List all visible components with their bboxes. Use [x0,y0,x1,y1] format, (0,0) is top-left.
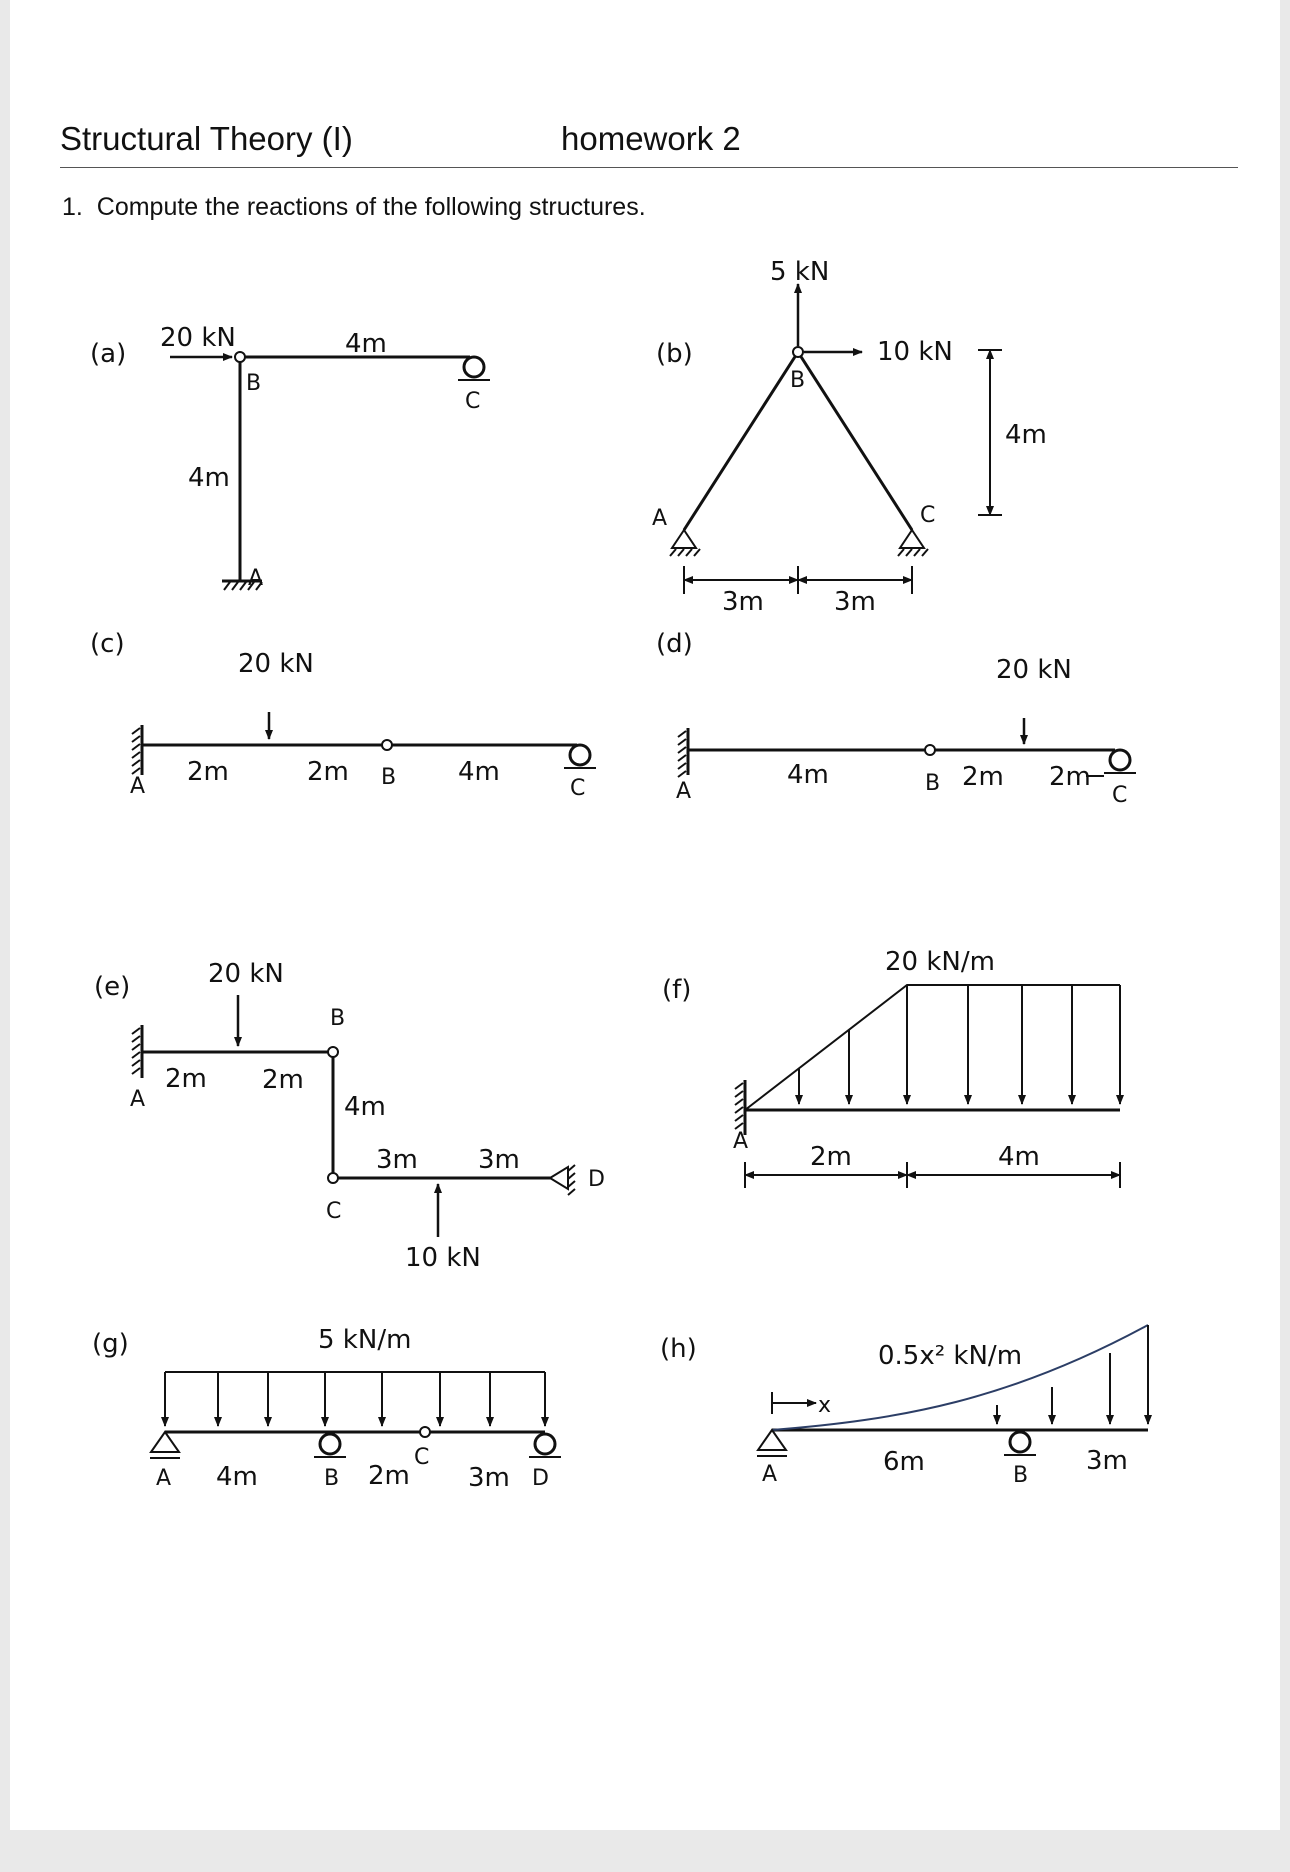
question-text: Compute the reactions of the following structures. [96,193,646,221]
span3-c: 4m [458,757,500,787]
node-a-f: A [733,1129,749,1154]
node-b-h: B [1013,1463,1029,1488]
problem-a [90,323,490,591]
label-g: (g) [92,1329,129,1359]
span1-g: 4m [216,1462,258,1492]
node-d-g: D [532,1466,549,1491]
span-v-e: 4m [344,1092,386,1122]
load-c: 20 kN [238,649,314,679]
node-c-g: C [414,1445,430,1470]
span-h-a: 4m [345,329,387,359]
node-a-g: A [156,1466,172,1491]
label-c: (c) [90,629,125,659]
node-d-e: D [588,1167,605,1192]
pin-a-g [151,1432,179,1452]
node-a-b: A [652,506,668,531]
load2-e: 10 kN [405,1243,481,1273]
problem-e [94,959,605,1273]
label-d: (d) [656,629,693,659]
label-f: (f) [662,975,692,1005]
member-bc [798,352,912,530]
span4-e: 3m [478,1145,520,1175]
load-envelope-f [745,985,1120,1110]
span2-h: 3m [1086,1446,1128,1476]
x-axis-label-h: x [818,1393,832,1418]
pin-a-h [758,1430,786,1450]
hatch-d-e [568,1165,575,1195]
member-ab [684,352,798,530]
problem-f [662,947,1120,1188]
label-b: (b) [656,339,693,369]
load1-e: 20 kN [208,959,284,989]
question-number: 1. [62,193,83,221]
load-h-b: 10 kN [877,337,953,367]
span2-e: 2m [262,1065,304,1095]
span2-b: 3m [834,587,876,617]
span-v-a: 4m [188,463,230,493]
label-h: (h) [660,1334,697,1364]
problem-g [92,1325,561,1493]
roller-c-d [1110,750,1130,770]
span1-d: 4m [787,760,829,790]
pin-c-b [900,530,924,548]
node-a-c: A [130,774,146,799]
node-a-a: A [248,566,264,591]
problem-b [652,257,1047,617]
node-c-b: C [920,503,936,528]
homework-title: homework 2 [561,120,741,157]
label-e: (e) [94,972,131,1002]
load-a: 20 kN [160,323,236,353]
pin-d-e [550,1167,568,1189]
node-b-e: B [330,1006,346,1031]
height-b: 4m [1005,420,1047,450]
hinge-c-e [328,1173,338,1183]
span2-f: 4m [998,1142,1040,1172]
hinge-b [235,352,245,362]
span2-g: 2m [368,1461,410,1491]
node-c-a: C [465,389,481,414]
span2-d: 2m [962,762,1004,792]
label-a: (a) [90,339,127,369]
hinge-b-b [793,347,803,357]
span1-b: 3m [722,587,764,617]
pin-a-b [672,530,696,548]
problem-d [656,629,1136,808]
hatch-c-b [898,549,928,556]
hatch-e [132,1028,140,1074]
span1-h: 6m [883,1447,925,1477]
hinge-b-d [925,745,935,755]
span1-e: 2m [165,1064,207,1094]
span3-e: 3m [376,1145,418,1175]
node-a-d: A [676,779,692,804]
load-v-b: 5 kN [770,257,830,287]
load-arrows-f [799,985,1120,1104]
span3-d: 2m [1049,762,1091,792]
course-title: Structural Theory (I) [60,120,353,157]
node-b-c: B [381,765,397,790]
node-c-c: C [570,776,586,801]
load-arrows-h [997,1325,1148,1424]
node-c-e: C [326,1199,342,1224]
load-f: 20 kN/m [885,947,995,977]
node-a-e: A [130,1087,146,1112]
node-b-a: B [246,371,262,396]
roller-b-g [320,1434,340,1454]
roller-d-g [535,1434,555,1454]
load-d: 20 kN [996,655,1072,685]
hinge-b-e [328,1047,338,1057]
roller-c-c [570,745,590,765]
hinge-b-c [382,740,392,750]
node-c-d: C [1112,783,1128,808]
problem-c [90,629,596,801]
hatch-c [132,728,140,774]
span1-c: 2m [187,757,229,787]
span1-f: 2m [810,1142,852,1172]
roller-c [464,357,484,377]
node-a-h: A [762,1462,778,1487]
node-b-d: B [925,771,941,796]
span3-g: 3m [468,1463,510,1493]
load-g: 5 kN/m [318,1325,412,1355]
load-arrows-g [165,1372,545,1426]
problem-h [660,1325,1148,1488]
node-b-b: B [790,368,806,393]
node-b-g: B [324,1466,340,1491]
hatch-a-b [670,549,700,556]
roller-b-h [1010,1432,1030,1452]
hatch-f [735,1083,743,1129]
load-h: 0.5x² kN/m [878,1341,1023,1371]
hinge-c-g [420,1427,430,1437]
hatch-d [678,731,686,777]
span2-c: 2m [307,757,349,787]
